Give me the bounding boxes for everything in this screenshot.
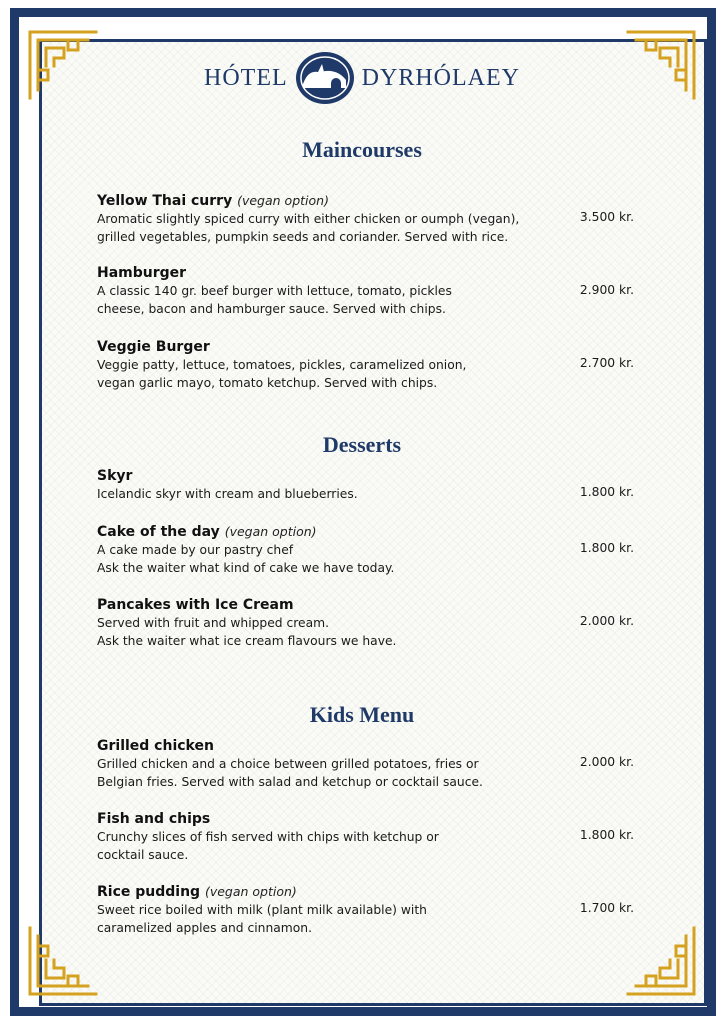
item-name: Pancakes with Ice Cream — [97, 597, 294, 613]
item-price: 2.000 kr. — [579, 614, 634, 628]
description-line: cocktail sauce. — [97, 848, 189, 862]
menu-item — [97, 810, 637, 864]
description-line: Crunchy slices of fish served with chips with ketchup or — [97, 830, 439, 844]
item-price: 1.800 kr. — [579, 541, 634, 555]
corner-ornament-icon — [28, 926, 98, 996]
item-name: Fish and chips — [97, 811, 211, 827]
menu-item — [97, 192, 637, 246]
menu-item — [97, 338, 637, 392]
description-line: Served with fruit and whipped cream. — [97, 616, 330, 630]
item-price: 3.500 kr. — [579, 210, 634, 224]
item-name: Veggie Burger — [97, 339, 210, 355]
description-line: A cake made by our pastry chef — [97, 543, 294, 557]
item-description — [97, 901, 567, 937]
menu-item — [97, 264, 637, 318]
description-line: vegan garlic mayo, tomato ketchup. Served with chips. — [97, 376, 438, 390]
description-line: Grilled chicken and a choice between grilled potatoes, fries or — [97, 757, 479, 771]
description-line: grilled vegetables, pumpkin seeds and coriander. Served with rice. — [97, 230, 509, 244]
brand-right-word: DYRHÓLAEY — [361, 64, 520, 91]
item-description — [97, 485, 567, 503]
item-description — [97, 541, 567, 577]
item-name: Grilled chicken — [97, 738, 214, 754]
item-description — [97, 755, 567, 791]
item-option: (vegan option) — [204, 884, 297, 899]
item-price: 2.700 kr. — [579, 356, 634, 370]
description-line: Veggie patty, lettuce, tomatoes, pickles, caramelized onion, — [97, 358, 467, 372]
item-name: Skyr — [97, 468, 133, 484]
item-price: 1.700 kr. — [579, 901, 634, 915]
brand-left-word: HÓTEL — [204, 64, 288, 91]
section-title-maincourses: Maincourses — [302, 137, 422, 162]
item-name: Yellow Thai curry — [97, 193, 233, 209]
description-line: Belgian fries. Served with salad and ketchup or cocktail sauce. — [97, 775, 483, 789]
item-option: (vegan option) — [237, 193, 329, 208]
section-title-desserts: Desserts — [322, 432, 402, 457]
hotel-arch-logo-icon — [294, 50, 356, 106]
item-name: Hamburger — [97, 265, 187, 281]
item-price: 2.900 kr. — [579, 283, 634, 297]
description-line: Aromatic slightly spiced curry with either chicken or oumph (vegan), — [97, 212, 520, 226]
item-description — [97, 356, 567, 392]
menu-item — [97, 467, 637, 503]
item-price: 1.800 kr. — [579, 485, 634, 499]
item-name: Rice pudding — [97, 884, 201, 900]
menu-item — [97, 523, 637, 577]
section-title-kids-menu: Kids Menu — [309, 702, 415, 727]
menu-item — [97, 737, 637, 791]
description-line: Ask the waiter what kind of cake we have today. — [97, 561, 395, 575]
description-line: Sweet rice boiled with milk (plant milk available) with — [97, 903, 427, 917]
item-price: 1.800 kr. — [579, 828, 634, 842]
description-line: cheese, bacon and hamburger sauce. Served with chips. — [97, 302, 446, 316]
menu-item — [97, 883, 637, 937]
item-name: Cake of the day — [97, 524, 220, 540]
item-description — [97, 828, 567, 864]
description-line: Icelandic skyr with cream and blueberries. — [97, 487, 358, 501]
description-line: Ask the waiter what ice cream flavours we have. — [97, 634, 397, 648]
item-description — [97, 614, 567, 650]
item-price: 2.000 kr. — [579, 755, 634, 769]
item-description — [97, 210, 567, 246]
item-description — [97, 282, 567, 318]
description-line: A classic 140 gr. beef burger with lettuce, tomato, pickles — [97, 284, 452, 298]
menu-item — [97, 596, 637, 650]
description-line: caramelized apples and cinnamon. — [97, 921, 312, 935]
hotel-header — [0, 48, 724, 108]
item-option: (vegan option) — [224, 524, 317, 539]
